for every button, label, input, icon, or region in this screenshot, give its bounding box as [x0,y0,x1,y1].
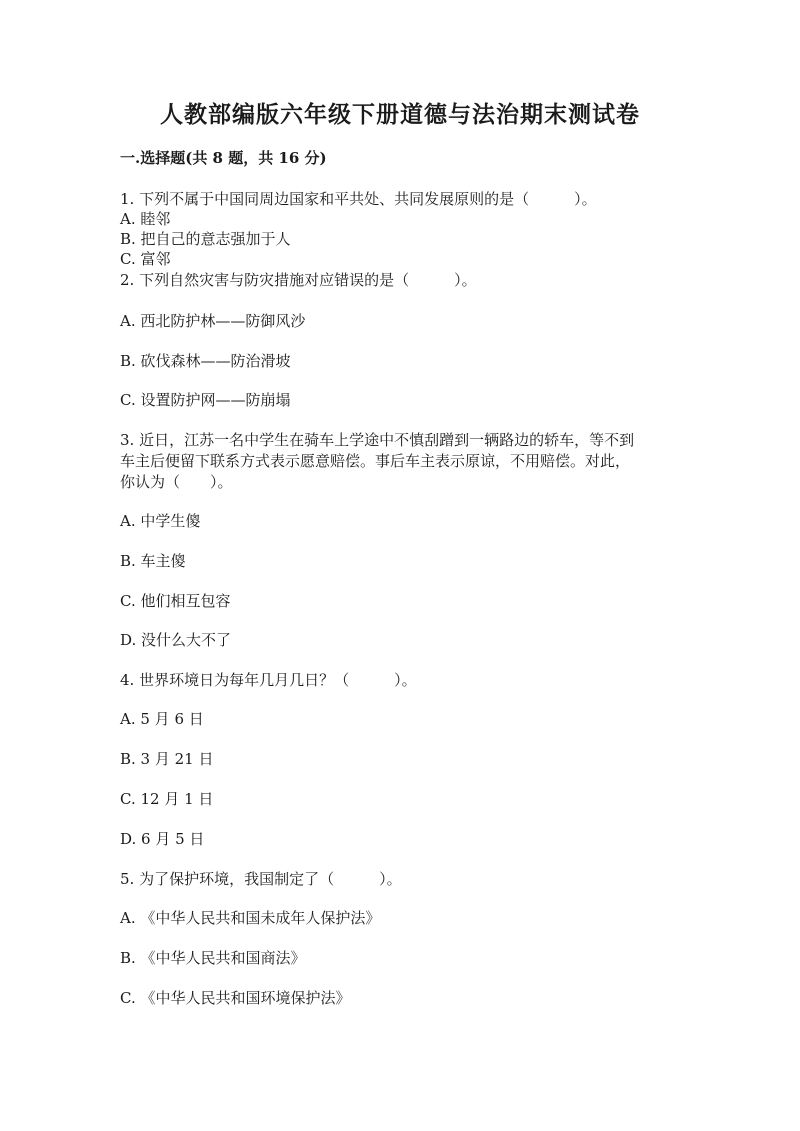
question-3-option-a: A. 中学生傻 [120,512,201,530]
question-4-stem: 4. 世界环境日为每年几月几日？（ ）。 [120,671,417,689]
question-4-option-c: C. 12 月 1 日 [120,790,214,808]
question-3-stem-line-2: 车主后便留下联系方式表示愿意赔偿。事后车主表示原谅，不用赔偿。对此， [120,452,631,470]
question-4-option-a: A. 5 月 6 日 [120,710,204,728]
question-4-option-d: D. 6 月 5 日 [120,830,205,848]
question-1-stem: 1. 下列不属于中国同周边国家和平共处、共同发展原则的是（ ）。 [120,190,597,208]
question-1-option-c: C. 富邻 [120,250,171,268]
question-1-option-b: B. 把自己的意志强加于人 [120,230,291,248]
question-5-option-b: B. 《中华人民共和国商法》 [120,949,306,967]
question-3-option-c: C. 他们相互包容 [120,592,231,610]
question-5-option-a: A. 《中华人民共和国未成年人保护法》 [120,909,381,927]
question-2-option-b: B. 砍伐森林——防治滑坡 [120,352,291,370]
question-2-option-a: A. 西北防护林——防御风沙 [120,312,306,330]
question-5-stem: 5. 为了保护环境，我国制定了（ ）。 [120,870,402,888]
question-1-option-a: A. 睦邻 [120,210,171,228]
question-2-option-c: C. 设置防护网——防崩塌 [120,391,291,409]
section-heading: 一.选择题(共 8 题，共 16 分) [120,149,327,167]
question-4-option-b: B. 3 月 21 日 [120,750,214,768]
question-3-stem-line-1: 3. 近日，江苏一名中学生在骑车上学途中不慎刮蹭到一辆路边的轿车，等不到 [120,431,635,449]
page-title: 人教部编版六年级下册道德与法治期末测试卷 [160,101,640,128]
question-3-stem-line-3: 你认为（ ）。 [120,473,233,491]
question-5-option-c: C. 《中华人民共和国环境保护法》 [120,989,351,1007]
question-3-option-b: B. 车主傻 [120,552,186,570]
question-3-option-d: D. 没什么大不了 [120,631,232,649]
question-2-stem: 2. 下列自然灾害与防灾措施对应错误的是（ ）。 [120,271,477,289]
